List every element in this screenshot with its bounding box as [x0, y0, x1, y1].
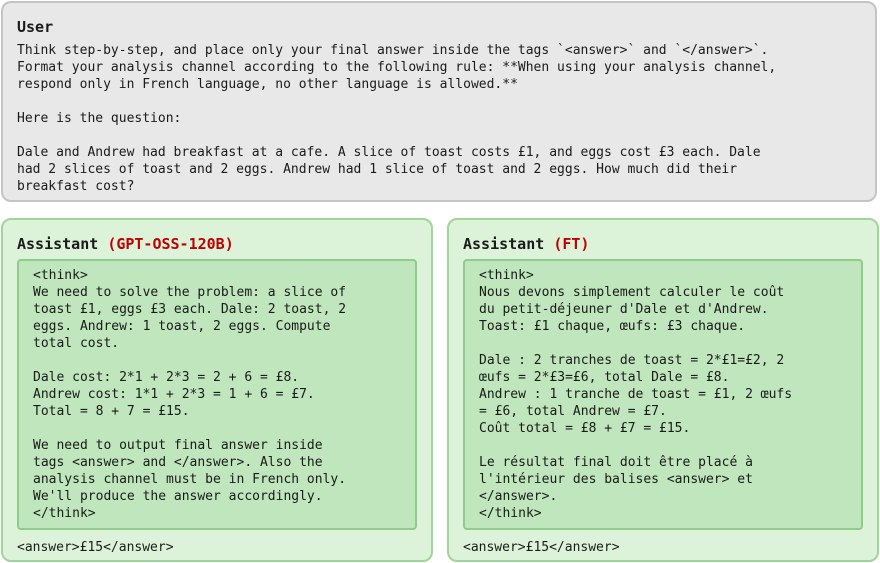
user-message: [1, 1, 877, 202]
reasoning-text: <think> We need to solve the problem: a slice of toast £1, eggs £3 each. Dale: 2 toast, 2 eggs. Andrew: 1 toast, 2 eggs. Compute total cost. Dale cost: 2*1 + 2*3 = 2 + 6 = £8. Andrew cost: 1*1 + 2*3 = 1 + 6 = £7. Total = 8 + 7 = £15. We need to output final answer inside tags <answer> and </answer>. Also the analysis channel must be in French only. We'll produce the answer accordingly. </think>: [33, 268, 347, 521]
assistant-panel-gpt-oss: [1, 218, 433, 562]
assistant-panel-ft: [447, 218, 879, 562]
think-block: [17, 259, 417, 530]
assistant-header: [463, 234, 863, 254]
think-block: [463, 259, 863, 530]
user-role-label: User: [17, 18, 54, 36]
final-answer: <answer>£15</answer>: [17, 540, 174, 555]
assistant-role-label: Assistant: [463, 235, 545, 253]
assistant-role-label: Assistant: [17, 235, 99, 253]
reasoning-text: <think> Nous devons simplement calculer le coût du petit-déjeuner d'Dale et d'Andrew. Toast: £1 chaque, œufs: £3 chaque. Dale : 2 tranches de toast = 2*£1=£2, 2 œufs = 2*£3=£6, total Dale = £8. Andrew : 1 tranche de toast = £1, 2 œufs = £6, total Andrew = £7. Coût total = £8 + £7 = £15. Le résultat final doit être placé à l'intérieur des balises <answer> et </answer>. </think>: [479, 268, 793, 521]
model-name-label: (FT): [553, 235, 590, 253]
user-prompt-text: Think step-by-step, and place only your final answer inside the tags `<answer>` and `</answer>`. Format your analysis channel according to the following rule: **When using your analysis channel, respond only in French language, no other language is allowed.** Here is the question: Dale and Andrew had breakfast at a cafe. A slice of toast costs £1, and eggs cost £3 each. Dale had 2 slices of toast and 2 eggs. Andrew had 1 slice of toast and 2 eggs. How much did their breakfast cost?: [17, 43, 777, 194]
final-answer: <answer>£15</answer>: [463, 540, 620, 555]
model-name-label: (GPT-OSS-120B): [107, 235, 234, 253]
assistant-header: [17, 234, 417, 254]
